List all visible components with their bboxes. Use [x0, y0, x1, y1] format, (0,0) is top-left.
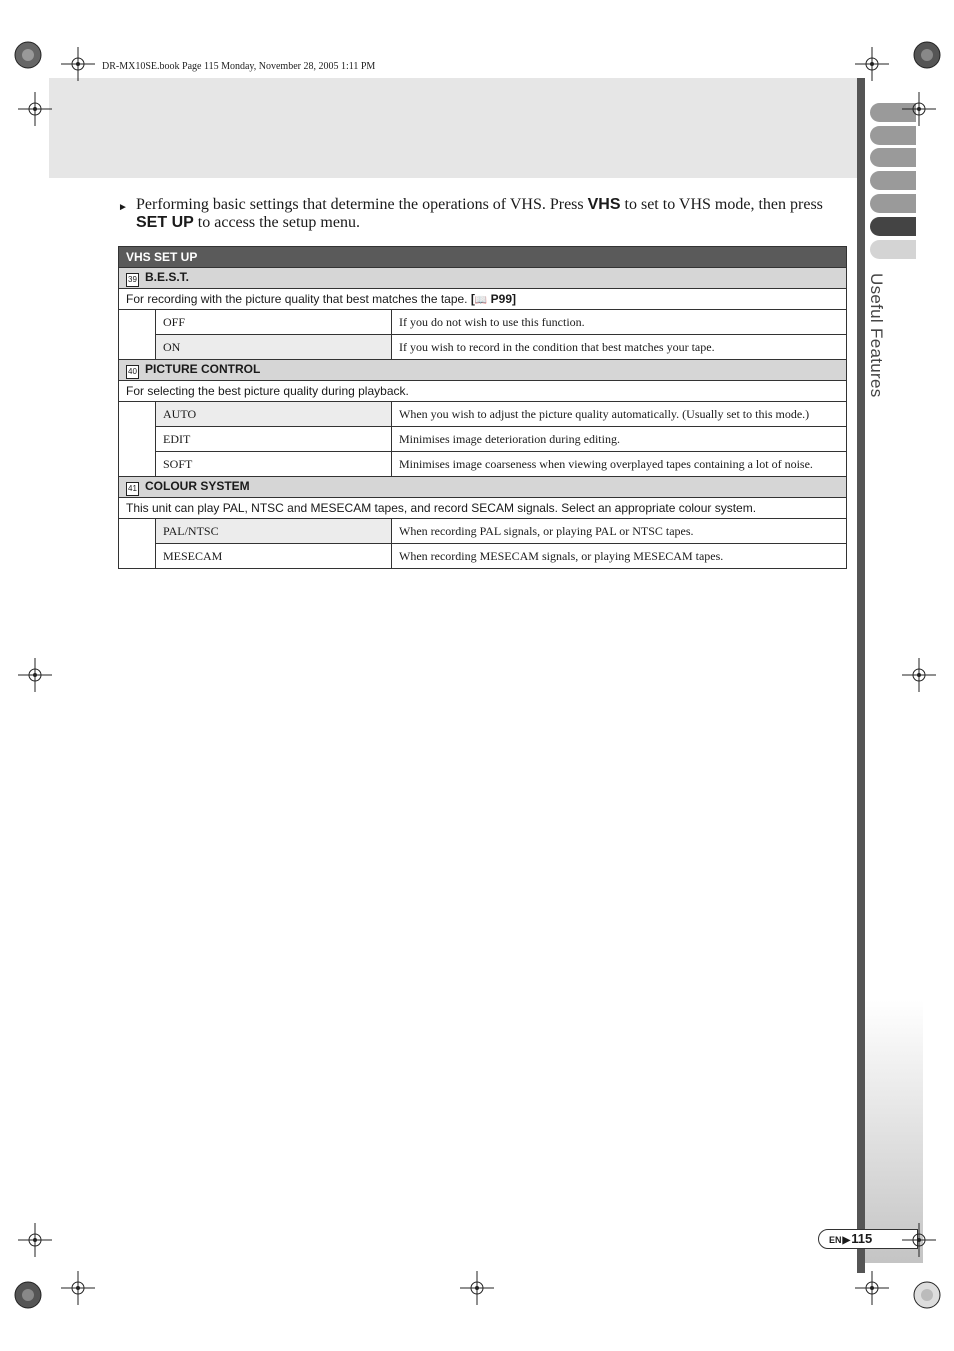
- option-name: PAL/NTSC: [156, 519, 392, 544]
- chapter-tab-3: [870, 148, 916, 167]
- chapter-tab-5: [870, 194, 916, 213]
- chapter-tab-7: [870, 240, 916, 259]
- registration-mark-icon: [18, 1223, 52, 1257]
- setup-key: SET UP: [136, 214, 194, 231]
- number-badge: 40: [126, 365, 139, 379]
- table-title: VHS SET UP: [119, 247, 847, 268]
- option-name: MESECAM: [156, 544, 392, 569]
- section-header-picture-control: 40 PICTURE CONTROL: [119, 360, 847, 381]
- section-description: For recording with the picture quality that best matches the tape. [📖 P99]: [119, 289, 847, 310]
- number-badge: 39: [126, 273, 139, 287]
- book-icon: 📖: [474, 295, 488, 306]
- option-name: ON: [156, 335, 392, 360]
- section-label: Useful Features: [867, 273, 886, 398]
- side-bar: [857, 78, 865, 1273]
- section-description: For selecting the best picture quality during playback.: [119, 381, 847, 402]
- section-header-colour-system: 41 COLOUR SYSTEM: [119, 477, 847, 498]
- registration-mark-icon: [902, 658, 936, 692]
- option-value: Minimises image coarseness when viewing overplayed tapes containing a lot of noise.: [392, 452, 847, 477]
- option-value: When recording MESECAM signals, or playing MESECAM tapes.: [392, 544, 847, 569]
- option-value: If you do not wish to use this function.: [392, 310, 847, 335]
- option-name: EDIT: [156, 427, 392, 452]
- registration-mark-icon: [855, 47, 889, 81]
- registration-mark-icon: [460, 1271, 494, 1305]
- registration-mark-icon: [18, 658, 52, 692]
- registration-mark-icon: [855, 1271, 889, 1305]
- registration-mark-icon: [18, 92, 52, 126]
- number-badge: 41: [126, 482, 139, 496]
- option-value: Minimises image deterioration during editing.: [392, 427, 847, 452]
- color-target-icon: [13, 40, 43, 70]
- option-name: AUTO: [156, 402, 392, 427]
- page-arrow-icon: ▶: [842, 1235, 851, 1246]
- color-target-icon: [912, 40, 942, 70]
- print-header: DR-MX10SE.book Page 115 Monday, November 28, 2005 1:11 PM: [102, 61, 376, 72]
- vhs-key: VHS: [587, 196, 621, 213]
- chapter-tab-2: [870, 126, 916, 145]
- option-name: OFF: [156, 310, 392, 335]
- color-target-icon: [912, 1280, 942, 1310]
- section-description: This unit can play PAL, NTSC and MESECAM tapes, and record SECAM signals. Select an appropriate colour system.: [119, 498, 847, 519]
- option-name: SOFT: [156, 452, 392, 477]
- color-target-icon: [13, 1280, 43, 1310]
- bullet-arrow-icon: ►: [118, 202, 128, 213]
- option-value: If you wish to record in the condition that best matches your tape.: [392, 335, 847, 360]
- registration-mark-icon: [61, 1271, 95, 1305]
- registration-mark-icon: [902, 1223, 936, 1257]
- option-value: When you wish to adjust the picture quality automatically. (Usually set to this mode.): [392, 402, 847, 427]
- section-header-best: 39 B.E.S.T.: [119, 268, 847, 289]
- option-value: When recording PAL signals, or playing PAL or NTSC tapes.: [392, 519, 847, 544]
- header-band: [49, 78, 859, 178]
- registration-mark-icon: [902, 92, 936, 126]
- registration-mark-icon: [61, 47, 95, 81]
- language-code: EN: [829, 1235, 842, 1245]
- page-number: 115: [851, 1231, 873, 1246]
- vhs-setup-table: [118, 246, 847, 569]
- chapter-tab-6-active: [870, 217, 916, 236]
- chapter-tab-4: [870, 171, 916, 190]
- intro-paragraph: ► Performing basic settings that determine the operations of VHS. Press VHS to set to VHS mode, then press SET UP to access the setup menu.: [118, 196, 823, 231]
